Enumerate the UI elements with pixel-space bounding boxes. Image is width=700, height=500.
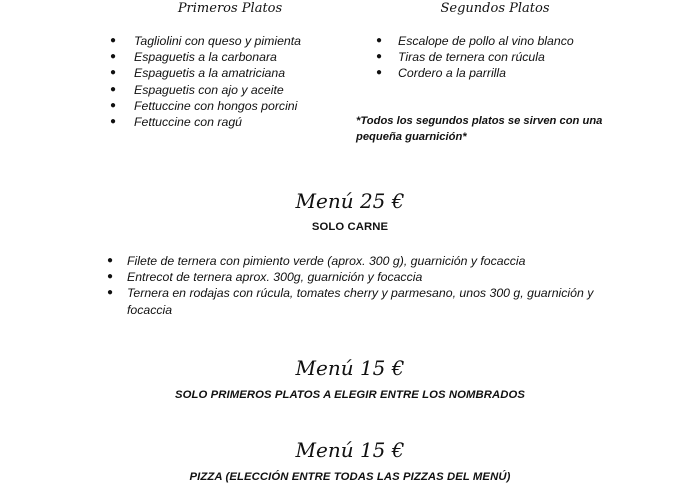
segundos-platos-list bbox=[376, 33, 574, 82]
bullet-icon: ● bbox=[376, 51, 383, 63]
list-item: ● Tiras de ternera con rúcula bbox=[376, 50, 545, 65]
bullet-icon: ● bbox=[110, 35, 117, 46]
menu-15-primeros-title: Menú 15 € bbox=[295, 356, 405, 380]
list-item: ● Espaguetis a la amatriciana bbox=[110, 66, 286, 81]
menu-25-subtitle: SOLO CARNE bbox=[311, 221, 389, 233]
bullet-icon: ● bbox=[376, 35, 383, 46]
list-item: ● Ternera en rodajas con rúcula, tomates cherry y parmesano, unos 300 g, guarnición y bbox=[107, 286, 594, 301]
menu-25-title: Menú 25 € bbox=[295, 189, 405, 213]
bullet-icon: ● bbox=[376, 67, 383, 79]
bullet-icon: ● bbox=[110, 116, 117, 128]
bullet-icon: ● bbox=[110, 51, 117, 63]
list-item: ● Escalope de pollo al vino blanco bbox=[376, 34, 574, 48]
menu-25-list bbox=[107, 253, 607, 318]
primeros-platos-heading: Primeros Platos bbox=[177, 1, 283, 16]
list-item: ● Cordero a la parrilla bbox=[376, 66, 506, 81]
segundos-platos-heading: Segundos Platos bbox=[440, 1, 550, 16]
bullet-icon: ● bbox=[110, 67, 117, 79]
list-item: ● Fettuccine con hongos porcini bbox=[110, 98, 298, 113]
list-item: ● Espaguetis con ajo y aceite bbox=[110, 82, 284, 97]
bullet-icon: ● bbox=[107, 287, 114, 299]
bullet-icon: ● bbox=[107, 271, 114, 283]
list-item: ● Tagliolini con queso y pimienta bbox=[110, 34, 302, 48]
menu-15-pizza-subtitle: PIZZA (ELECCIÓN ENTRE TODAS LAS PIZZAS DEL MENÚ) bbox=[189, 471, 511, 483]
list-item: ● Entrecot de ternera aprox. 300g, guarnición y focaccia bbox=[107, 270, 423, 285]
menu-15-pizza-title: Menú 15 € bbox=[295, 438, 405, 462]
list-item: ● Espaguetis a la carbonara bbox=[110, 50, 277, 65]
primeros-platos-list bbox=[110, 33, 302, 130]
list-item-continuation: focaccia bbox=[127, 302, 173, 317]
bullet-icon: ● bbox=[107, 255, 114, 266]
list-item: ● Fettuccine con ragú bbox=[110, 115, 243, 130]
segundos-note: *Todos los segundos platos se sirven con una pequeña guarnición* bbox=[356, 115, 603, 143]
bullet-icon: ● bbox=[110, 83, 117, 95]
menu-15-primeros-subtitle: SOLO PRIMEROS PLATOS A ELEGIR ENTRE LOS NOMBRADOS bbox=[174, 389, 526, 401]
list-item: ● Filete de ternera con pimiento verde (aprox. 300 g), guarnición y focaccia bbox=[107, 254, 526, 268]
bullet-icon: ● bbox=[110, 99, 117, 111]
